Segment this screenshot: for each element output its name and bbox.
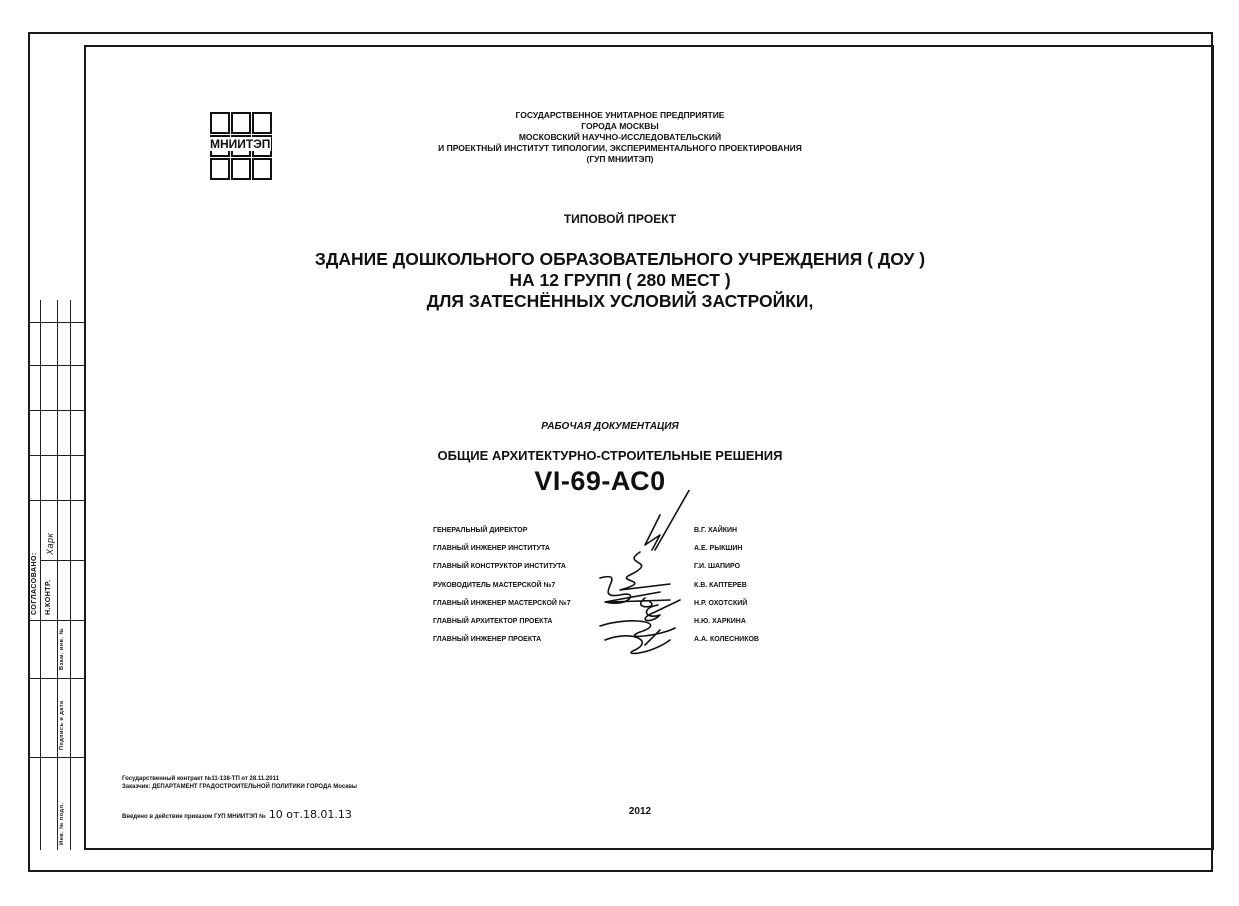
signatory-role: ГЛАВНЫЙ ИНЖЕНЕР ПРОЕКТА	[433, 636, 542, 644]
title-line: ДЛЯ ЗАТЕСНЁННЫХ УСЛОВИЙ ЗАСТРОЙКИ,	[426, 291, 814, 311]
handwritten-signatures	[560, 490, 700, 665]
title-line: ЗДАНИЕ ДОШКОЛЬНОГО ОБРАЗОВАТЕЛЬНОГО УЧРЕЖДЕНИЯ ( ДОУ )	[314, 249, 926, 269]
replaced-inventory-label: Взам. инв. №	[59, 627, 65, 670]
organization-header	[360, 110, 880, 165]
introduction-handwritten: 10 от.18.01.13	[268, 808, 352, 821]
signatory-roles	[433, 522, 571, 649]
org-line: МОСКОВСКИЙ НАУЧНО-ИССЛЕДОВАТЕЛЬСКИЙ	[518, 132, 722, 142]
norm-control-signature: Харк	[45, 532, 55, 555]
project-year: 2012	[628, 806, 652, 817]
side-approval-strip	[28, 300, 84, 850]
document-code: VI-69-АС0	[534, 466, 666, 496]
signatory-role: ГЕНЕРАЛЬНЫЙ ДИРЕКТОР	[433, 527, 528, 534]
signatory-name: А.Е. РЫКШИН	[694, 545, 743, 553]
sign-date-label: Подпись и дата	[59, 700, 65, 750]
signatory-role: ГЛАВНЫЙ АРХИТЕКТОР ПРОЕКТА	[433, 618, 553, 626]
signatory-name: Г.И. ШАПИРО	[694, 563, 741, 571]
introduction-line	[122, 808, 352, 821]
signatory-name: Н.Ю. ХАРКИНА	[694, 618, 746, 626]
project-title	[250, 249, 990, 312]
signatory-role: РУКОВОДИТЕЛЬ МАСТЕРСКОЙ №7	[433, 581, 556, 589]
org-line: ГОРОДА МОСКВЫ	[581, 121, 659, 131]
signatory-name: А.А. КОЛЕСНИКОВ	[694, 636, 759, 644]
contract-info	[122, 775, 357, 791]
section-title: ОБЩИЕ АРХИТЕКТУРНО-СТРОИТЕЛЬНЫЕ РЕШЕНИЯ	[437, 448, 783, 463]
org-line: ГОСУДАРСТВЕННОЕ УНИТАРНОЕ ПРЕДПРИЯТИЕ	[515, 110, 725, 120]
signatory-name: Н.Р. ОХОТСКИЙ	[694, 599, 748, 607]
org-line: (ГУП МНИИТЭП)	[586, 154, 654, 164]
customer-line: Заказчик: ДЕПАРТАМЕНТ ГРАДОСТРОИТЕЛЬНОЙ ПОЛИТИКИ ГОРОДА Москвы	[122, 784, 358, 790]
introduction-text: Введено в действие приказом ГУП МНИИТЭП №	[122, 814, 266, 820]
title-line: НА 12 ГРУПП ( 280 МЕСТ )	[509, 270, 731, 290]
signatory-role: ГЛАВНЫЙ ИНЖЕНЕР МАСТЕРСКОЙ №7	[433, 599, 571, 607]
documentation-label: РАБОЧАЯ ДОКУМЕНТАЦИЯ	[541, 421, 679, 432]
signatory-name: К.В. КАПТЕРЕВ	[694, 581, 747, 589]
agreed-label: СОГЛАСОВАНО:	[31, 552, 38, 615]
contract-line: Государственный контракт №11-138-ТП от 28.11.2011	[122, 776, 279, 782]
signatory-role: ГЛАВНЫЙ КОНСТРУКТОР ИНСТИТУТА	[433, 563, 566, 571]
signatory-name: В.Г. ХАЙКИН	[694, 527, 738, 534]
signatory-role: ГЛАВНЫЙ ИНЖЕНЕР ИНСТИТУТА	[433, 545, 550, 553]
inventory-original-label: Инв. № подл.	[59, 802, 65, 845]
signatory-names	[694, 522, 759, 649]
project-type-label: ТИПОВОЙ ПРОЕКТ	[563, 212, 677, 226]
norm-control-label: Н.КОНТР.	[45, 579, 52, 615]
logo-text: МНИИТЭП	[210, 137, 271, 151]
org-line: И ПРОЕКТНЫЙ ИНСТИТУТ ТИПОЛОГИИ, ЭКСПЕРИМЕНТАЛЬНОГО ПРОЕКТИРОВАНИЯ	[438, 143, 802, 153]
